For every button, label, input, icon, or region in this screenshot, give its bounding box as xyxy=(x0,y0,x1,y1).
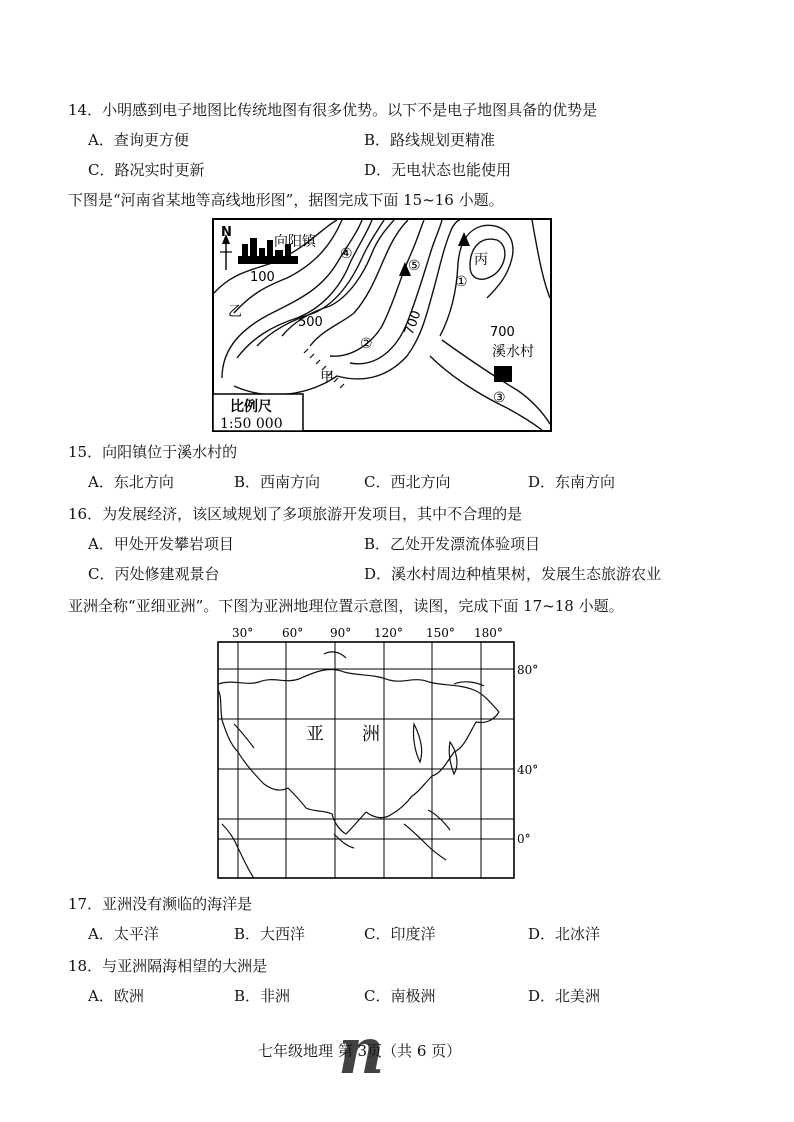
q15-option-a: A．东北方向 xyxy=(88,473,174,491)
lon-label-30: 30° xyxy=(232,626,254,640)
village-label: 溪水村 xyxy=(492,344,534,360)
asia-label-2: 洲 xyxy=(362,724,380,745)
circled-2: ② xyxy=(360,336,373,352)
lat-label-80: 80° xyxy=(517,663,539,677)
circled-3: ③ xyxy=(493,390,506,406)
q18-option-a: A．欧洲 xyxy=(88,987,144,1005)
scale-title: 比例尺 xyxy=(230,399,272,415)
intro-15-16: 下图是“河南省某地等高线地形图”，据图完成下面 15~16 小题。 xyxy=(68,191,504,209)
contour-label-700-village: 700 xyxy=(490,325,515,340)
q14-option-c: C．路况实时更新 xyxy=(88,161,205,179)
scale-value: 1:50 000 xyxy=(220,416,283,432)
contour-map xyxy=(212,218,552,432)
q16-stem: 16．为发展经济，该区域规划了多项旅游开发项目，其中不合理的是 xyxy=(68,505,523,523)
q15-stem: 15．向阳镇位于溪水村的 xyxy=(68,443,238,461)
q17-option-c: C．印度洋 xyxy=(364,925,436,943)
q16-option-c: C．丙处修建观景台 xyxy=(88,565,220,583)
contour-label-100: 100 xyxy=(250,270,275,285)
asia-label-1: 亚 xyxy=(306,724,324,745)
lon-label-90: 90° xyxy=(330,626,352,640)
page-footer: 七年级地理 第 3页（共 6 页） xyxy=(258,1042,462,1060)
town-label: 向阳镇 xyxy=(274,234,316,250)
contour-label-700-peak: 700 xyxy=(401,308,425,338)
lat-label-40: 40° xyxy=(517,763,539,777)
q18-stem: 18．与亚洲隔海相望的大洲是 xyxy=(68,957,268,975)
q18-option-c: C．南极洲 xyxy=(364,987,436,1005)
intro-17-18: 亚洲全称“亚细亚洲”。下图为亚洲地理位置示意图，读图，完成下面 17~18 小题。 xyxy=(68,597,624,615)
lat-label-0: 0° xyxy=(517,832,531,846)
q16-option-a: A．甲处开发攀岩项目 xyxy=(88,535,234,553)
q14-stem: 14．小明感到电子地图比传统地图有很多优势。以下不是电子地图具备的优势是 xyxy=(68,101,598,119)
q14-option-a: A．查询更方便 xyxy=(88,131,189,149)
circled-1: ① xyxy=(455,274,468,290)
q16-option-d: D．溪水村周边种植果树，发展生态旅游农业 xyxy=(364,565,662,583)
lon-label-60: 60° xyxy=(282,626,304,640)
asia-map xyxy=(214,624,544,884)
q16-option-b: B．乙处开发漂流体验项目 xyxy=(364,535,541,553)
lon-label-180: 180° xyxy=(474,626,503,640)
q15-option-c: C．西北方向 xyxy=(364,473,451,491)
lon-label-120: 120° xyxy=(374,626,403,640)
circled-5: ⑤ xyxy=(408,258,421,274)
point-yi: 乙 xyxy=(228,304,242,320)
q17-option-b: B．大西洋 xyxy=(234,925,306,943)
q17-option-d: D．北冰洋 xyxy=(528,925,601,943)
point-jia: 甲 xyxy=(320,370,334,386)
q14-option-b: B．路线规划更精准 xyxy=(364,131,496,149)
q15-option-b: B．西南方向 xyxy=(234,473,321,491)
q14-option-d: D．无电状态也能使用 xyxy=(364,161,512,179)
circled-4: ④ xyxy=(340,246,353,262)
q18-option-d: D．北美洲 xyxy=(528,987,601,1005)
q18-option-b: B．非洲 xyxy=(234,987,291,1005)
watermark-logo: n xyxy=(338,1014,385,1089)
village-icon xyxy=(494,366,512,382)
q17-stem: 17．亚洲没有濒临的海洋是 xyxy=(68,895,253,913)
point-bing: 丙 xyxy=(474,252,488,268)
q17-option-a: A．太平洋 xyxy=(88,925,159,943)
north-label: N xyxy=(221,225,232,240)
q15-option-d: D．东南方向 xyxy=(528,473,616,491)
contour-label-500: 500 xyxy=(298,315,323,330)
lon-label-150: 150° xyxy=(426,626,455,640)
